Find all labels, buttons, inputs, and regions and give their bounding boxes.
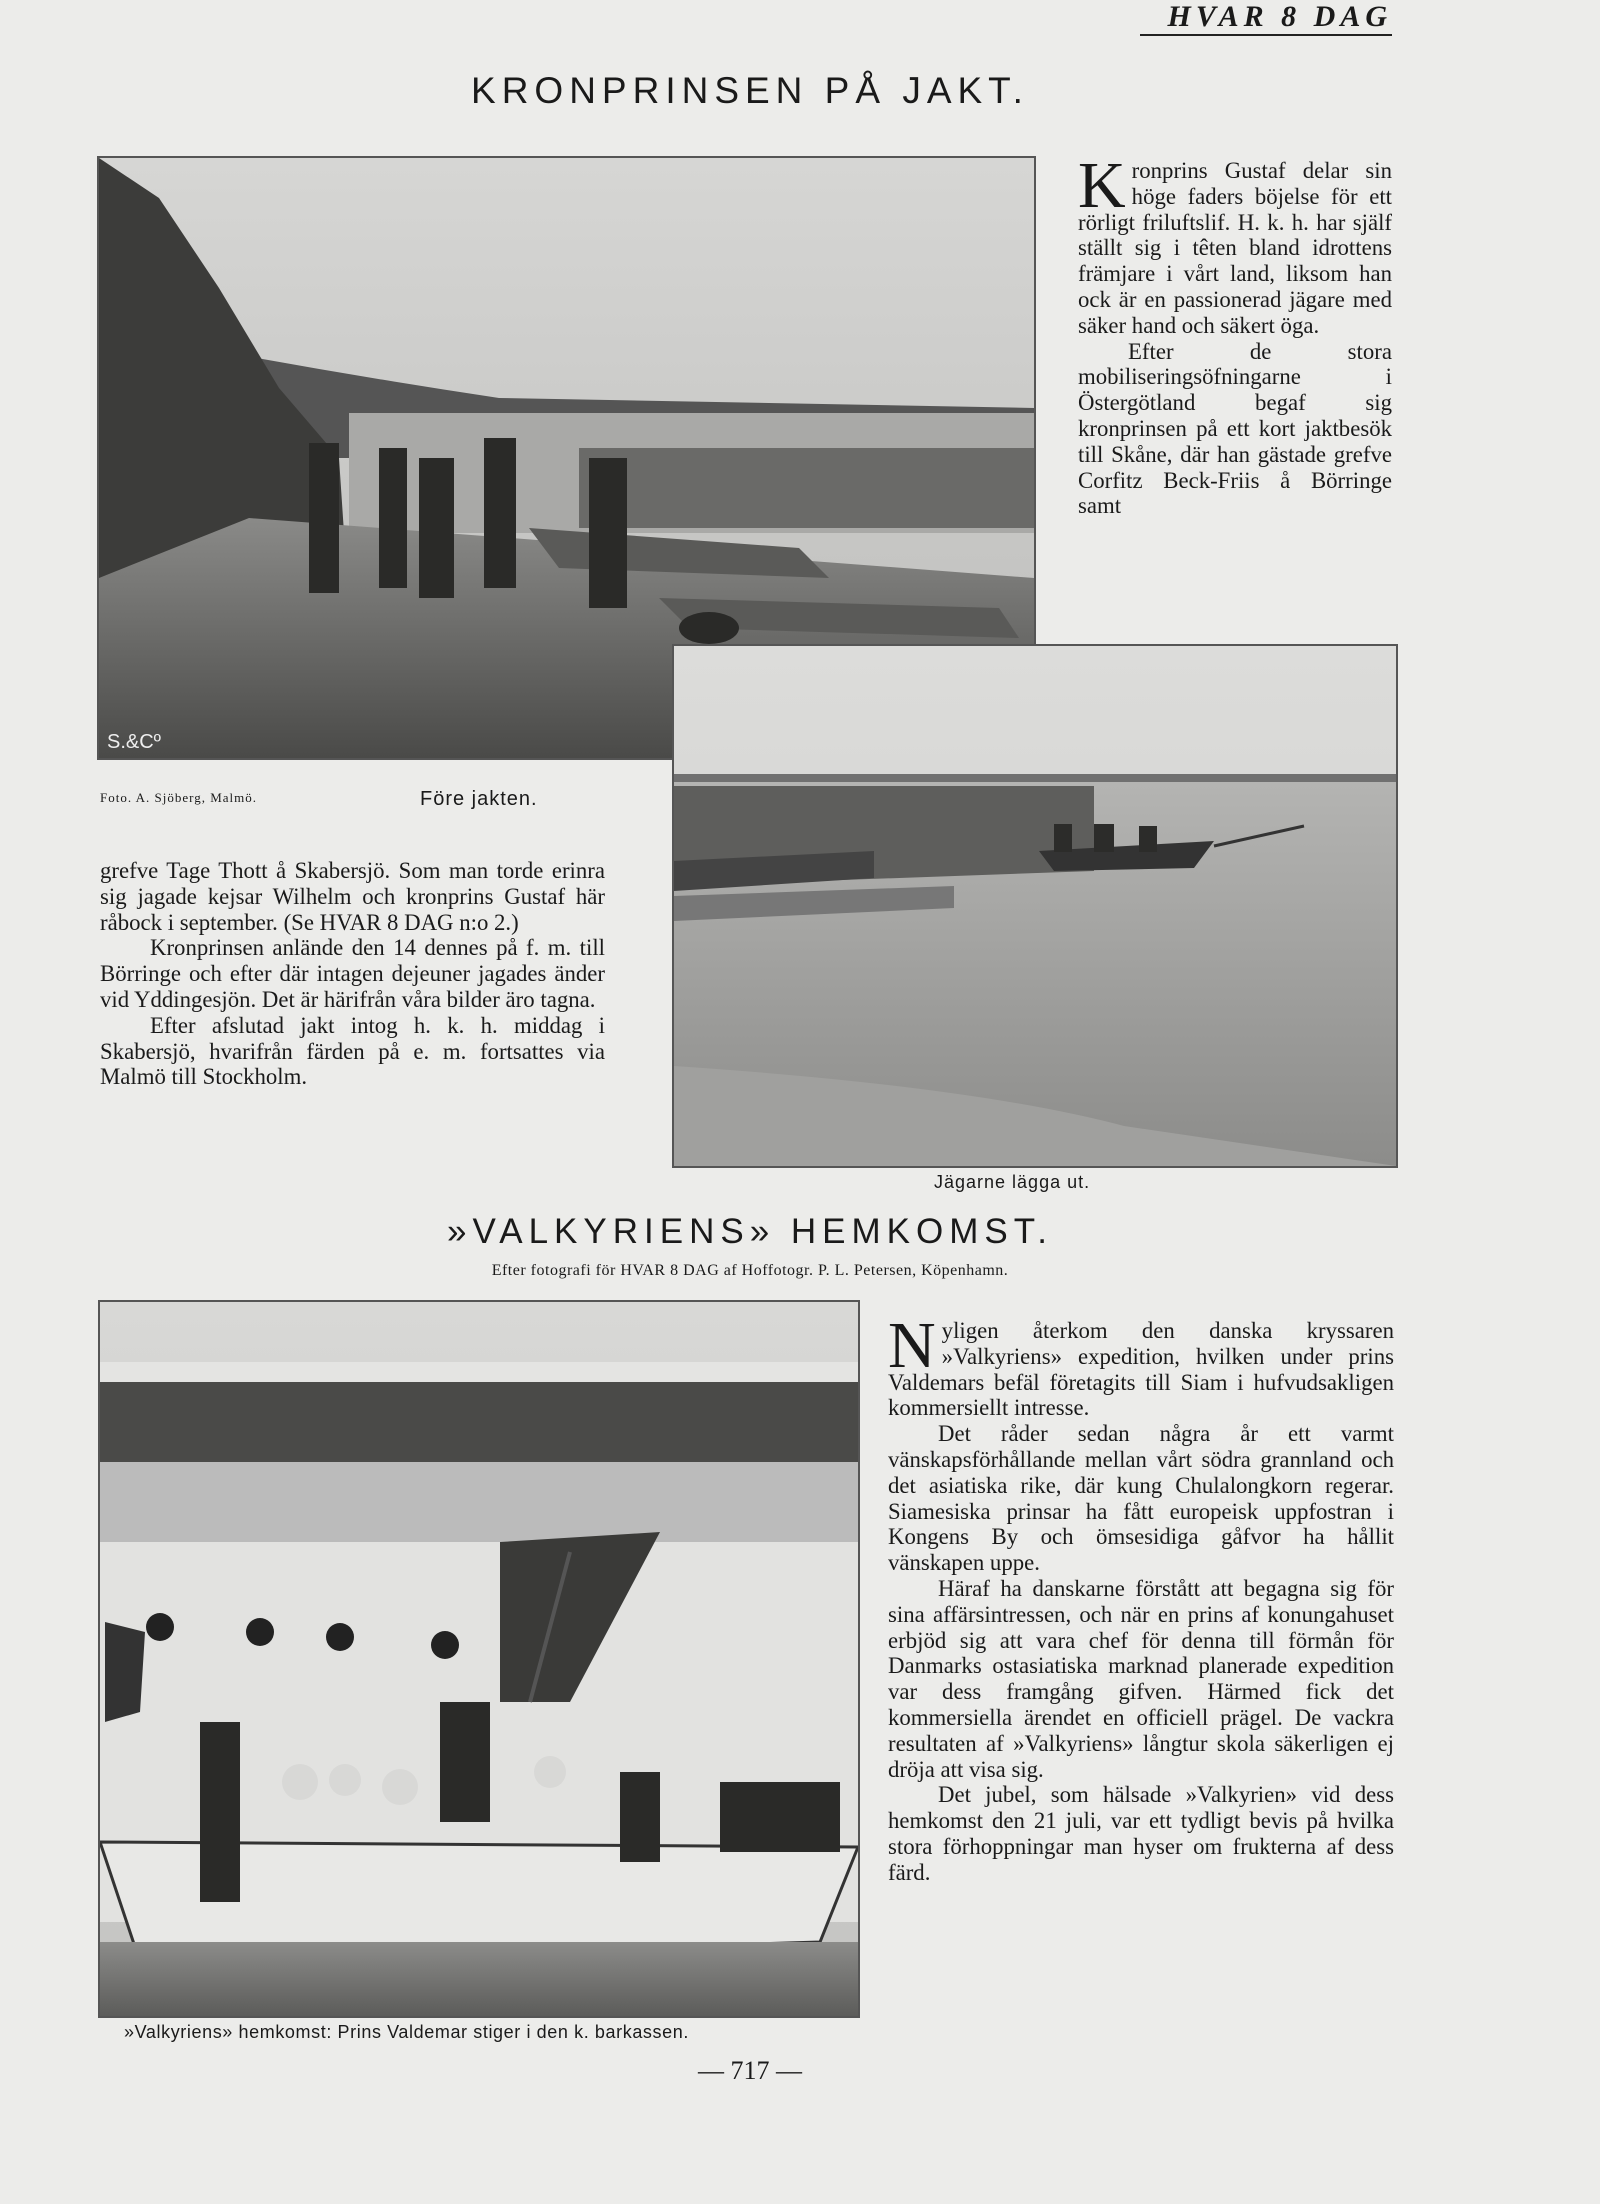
article2-para2: Det råder sedan några år ett varmt vänskapsförhållande mellan vårt södra grannland och det asiatiska rike, där kung Chulalongkorn regerar. Siamesiska prinsar ha fått europeisk uppfostran i Kongens By och ömsesidiga gåfvor ha hållit vänskapen uppe. — [888, 1421, 1394, 1576]
article2-dropcap: N — [888, 1309, 936, 1382]
article2-column — [888, 1309, 1394, 1886]
photo1-caption: Före jakten. — [420, 788, 538, 810]
article2-subtitle: Efter fotografi för HVAR 8 DAG af Hoffotogr. P. L. Petersen, Köpenhamn. — [491, 1262, 1009, 1279]
article2-intro-text: yligen återkom den danska kryssaren »Valkyriens» expedition, hvilken under prins Valdemars befäl företagits till Siam i hufvudsakligen kommersiellt intresse. — [888, 1318, 1394, 1421]
article2-para3: Häraf ha danskarne förstått att begagna sig för sina affärsintressen, och när en prins af konungahuset erbjöd sig att vara chef för denna till förmån för Danmarks ostasiatiska marknad planerade expedition var dess framgång gifven. Härmed fick det kommersiella ärendet en officiell prägel. De vackra resultaten af »Valkyriens» långtur skola säkerligen ej dröja att visa sig. — [888, 1575, 1394, 1782]
article1-dropcap: K — [1078, 149, 1126, 222]
article1-para5: Efter afslutad jakt intog h. k. h. middag i Skabersjö, hvarifrån färden på e. m. fortsattes via Malmö till Stockholm. — [100, 1012, 605, 1090]
photo1-credit: Foto. A. Sjöberg, Malmö. — [100, 790, 258, 805]
photo-valkyrien — [98, 1300, 860, 2018]
article1-para4: Kronprinsen anlände den 14 dennes på f. m. till Börringe och efter där intagen dejeuner jagades änder vid Yddingesjön. Det är härifrån våra bilder äro tagna. — [100, 935, 605, 1012]
article2-title: »VALKYRIENS» HEMKOMST. — [447, 1212, 1053, 1251]
rowing-boat-image — [674, 646, 1396, 1166]
article1-intro-text: ronprins Gustaf delar sin höge faders böjelse för ett rörligt friluftslif. H. k. h. har själf ställt sig i têten bland idrottens främjare i vårt land, liksom han ock är en passionerad jägare med säker hand och säkert öga. — [1078, 158, 1392, 338]
photo1-mark: S.&Cº — [107, 731, 161, 753]
article2-para4: Det jubel, som hälsade »Valkyrien» vid dess hemkomst den 21 juli, var ett tydligt bevis på hvilka stora förhoppningar man hyser om frukterna af dess färd. — [888, 1782, 1394, 1885]
photo2-caption: Jägarne lägga ut. — [934, 1172, 1091, 1192]
page-number: — 717 — — [698, 2056, 802, 2085]
article1-intro-column — [1078, 149, 1392, 519]
photo-jagarne-lagga-ut — [672, 644, 1398, 1168]
article1-left-column — [100, 858, 605, 1090]
article1-para2: Efter de stora mobiliseringsöfningarne i Östergötland begaf sig kronprinsen på ett kort jaktbesök till Skåne, där han gästade grefve Corfitz Beck-Friis å Börringe samt — [1078, 338, 1392, 519]
valkyrien-ship-image — [100, 1302, 858, 2016]
photo3-caption: »Valkyriens» hemkomst: Prins Valdemar stiger i den k. barkassen. — [124, 2022, 689, 2042]
running-head: HVAR 8 DAG — [1140, 0, 1392, 36]
article1-title: KRONPRINSEN PÅ JAKT. — [471, 70, 1029, 111]
article1-para3: grefve Tage Thott å Skabersjö. Som man torde erinra sig jagade kejsar Wilhelm och kronprins Gustaf här råbock i september. (Se HVAR 8 DAG n:o 2.) — [100, 858, 605, 935]
